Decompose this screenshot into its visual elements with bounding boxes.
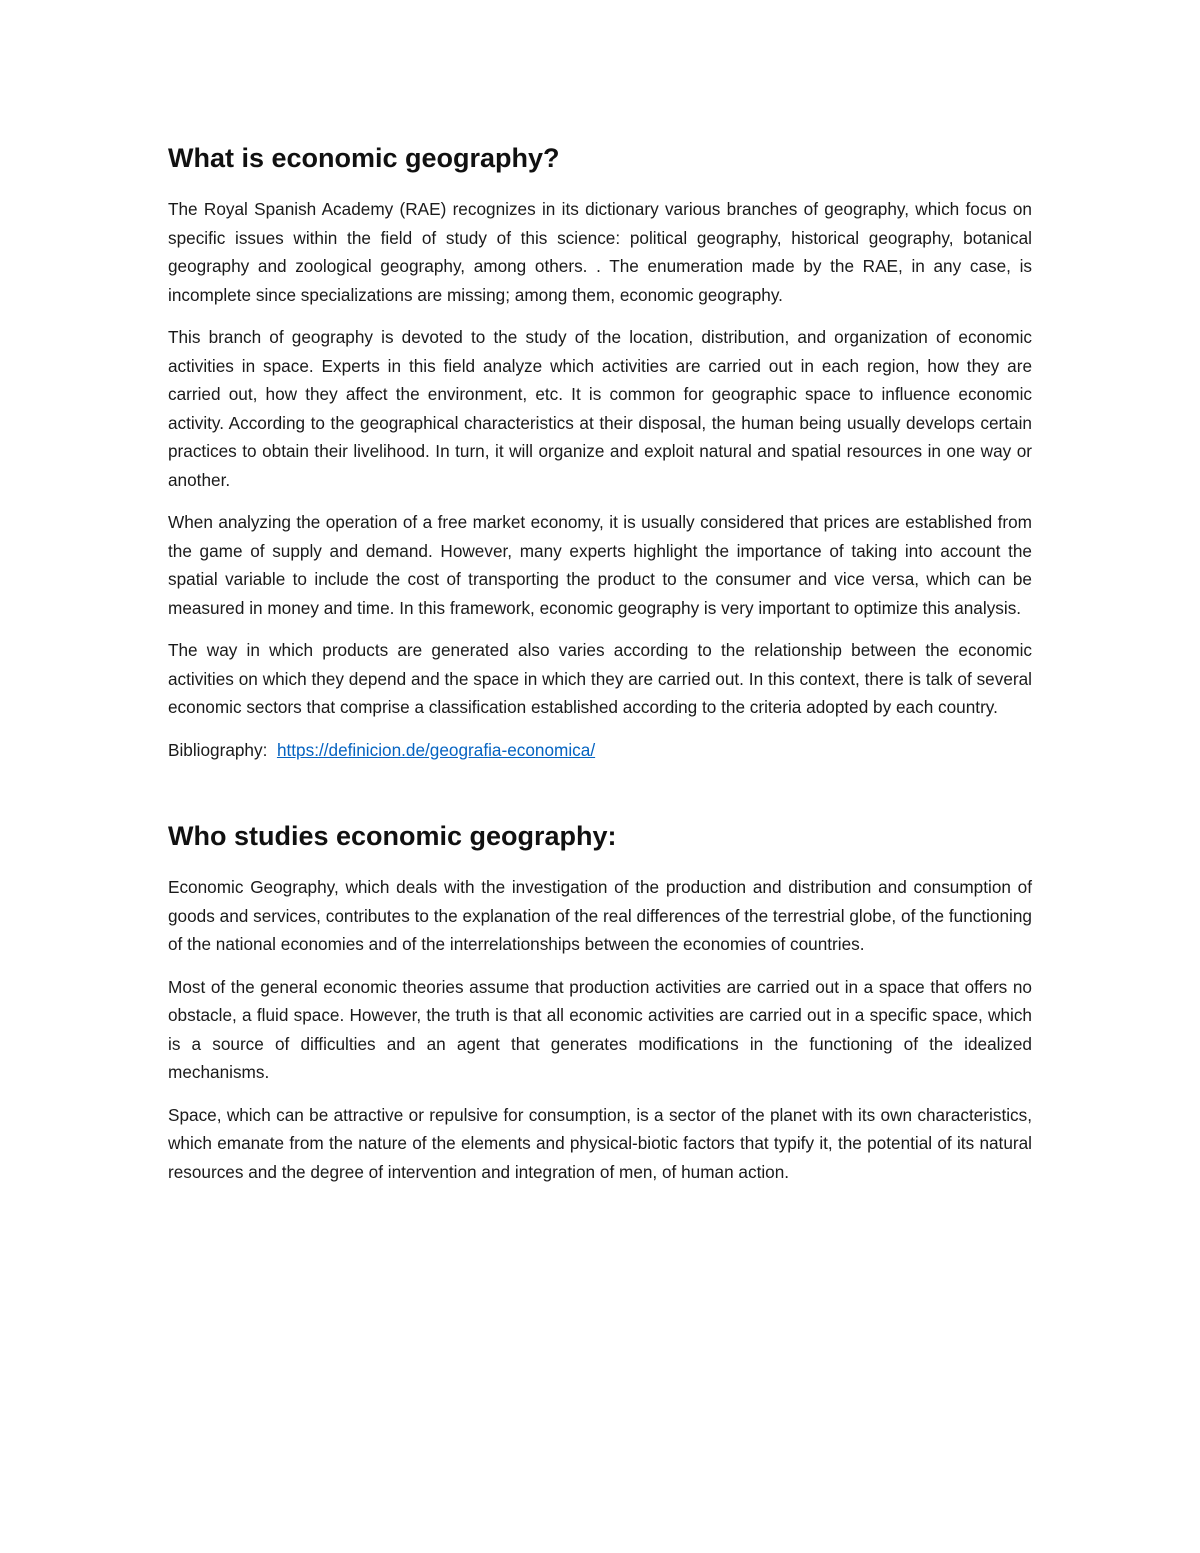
section1-paragraph-3: When analyzing the operation of a free market economy, it is usually considered that prices are established from the game of supply and demand. However, many experts highlight the importance of taking into account the spatial variable to include the cost of transporting the product to the consumer and vice versa, which can be measured in money and time. In this framework, economic geography is very important to optimize this analysis. xyxy=(168,512,1032,618)
document-page xyxy=(168,140,1032,1200)
section2-paragraph-2: Most of the general economic theories assume that production activities are carried out in a space that offers no obstacle, a fluid space. However, the truth is that all economic activities are carried out in a specific space, which is a source of difficulties and an agent that generates modifications in the functioning of the idealized mechanisms. xyxy=(168,976,1032,1082)
section1-paragraph-4: The way in which products are generated also varies according to the relationship between the economic activities on which they depend and the space in which they are carried out. In this context, there is talk of several economic sectors that comprise a classification established according to the criteria adopted by each country. xyxy=(168,640,1032,717)
section2-heading: Who studies economic geography: xyxy=(168,821,617,851)
section2-paragraph-1: Economic Geography, which deals with the investigation of the production and distribution and consumption of goods and services, contributes to the explanation of the real differences of the terrestrial globe, of the functioning of the national economies and of the interrelationships between the economies of countries. xyxy=(168,877,1032,954)
section1-heading: What is economic geography? xyxy=(168,143,560,173)
section1-paragraph-1: The Royal Spanish Academy (RAE) recognizes in its dictionary various branches of geography, which focus on specific issues within the field of study of this science: political geography, historical geography, botanical geography and zoological geography, among others. . The enumeration made by the RAE, in any case, is incomplete since specializations are missing; among them, economic geography. xyxy=(168,199,1032,305)
bibliography xyxy=(168,736,1032,765)
section2-paragraph-3: Space, which can be attractive or repulsive for consumption, is a sector of the planet with its own characteristics, which emanate from the nature of the elements and physical-biotic factors that typify it, the potential of its natural resources and the degree of intervention and integration of men, of human action. xyxy=(168,1104,1032,1182)
bibliography-label: Bibliography: xyxy=(168,739,268,760)
section1-paragraph-2: This branch of geography is devoted to the study of the location, distribution, and organization of economic activities in space. Experts in this field analyze which activities are carried out in each region, how they are carried out, how they affect the environment, etc. It is common for geographic space to influence economic activity. According to the geographical characteristics at their disposal, the human being usually develops certain practices to obtain their livelihood. In turn, it will organize and exploit natural and spatial resources in one way or another. xyxy=(168,327,1032,490)
bibliography-link[interactable]: https://definicion.de/geografia-economica/ xyxy=(276,739,596,760)
